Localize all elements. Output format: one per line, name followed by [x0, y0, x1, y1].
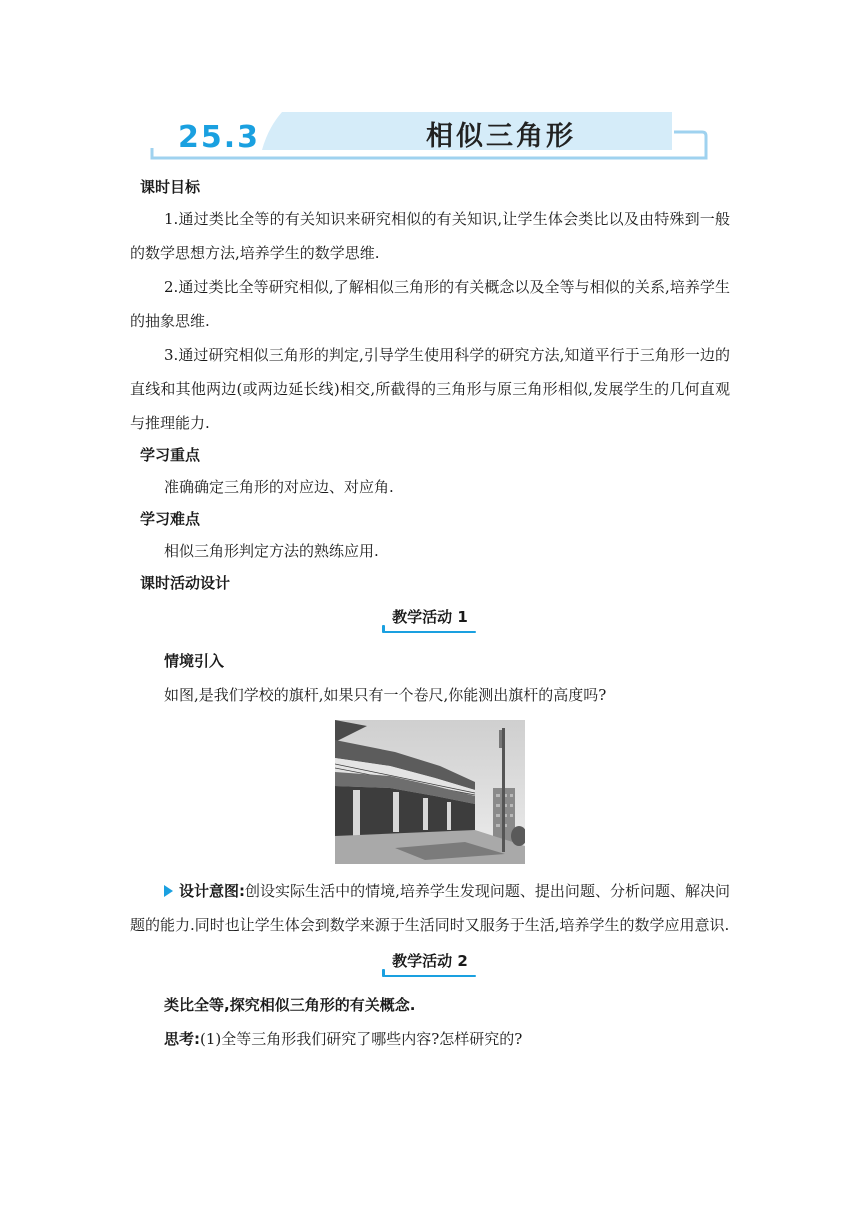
page-content: [130, 172, 730, 1056]
activity-2-title: [130, 948, 730, 982]
intent-text: 创设实际生活中的情境,培养学生发现问题、提出问题、分析问题、解决问题的能力.同时也让学生体会到数学来源于生活同时又服务于生活,培养学生的数学应用意识.: [130, 882, 730, 934]
section-banner: [150, 108, 710, 164]
activity-1-subheading: 情境引入: [164, 652, 225, 670]
think-label: 思考:: [164, 1030, 200, 1048]
think-text: (1)全等三角形我们研究了哪些内容?怎样研究的?: [200, 1030, 523, 1048]
objective-item-1: 1.通过类比全等的有关知识来研究相似的有关知识,让学生体会类比以及由特殊到一般的数学思想方法,培养学生的数学思维.: [130, 210, 730, 262]
section-number: 25.3: [178, 120, 261, 155]
activity-1-question: 如图,是我们学校的旗杆,如果只有一个卷尺,你能测出旗杆的高度吗?: [164, 686, 607, 704]
difficulties-text: 相似三角形判定方法的熟练应用.: [164, 542, 379, 560]
activity-2-think: [130, 1022, 730, 1056]
difficulties-heading: 学习难点: [140, 510, 201, 528]
objectives-heading: 课时目标: [140, 178, 201, 196]
objective-item-2: 2.通过类比全等研究相似,了解相似三角形的有关概念以及全等与相似的关系,培养学生的抽象思维.: [130, 278, 730, 330]
objective-item-3: 3.通过研究相似三角形的判定,引导学生使用科学的研究方法,知道平行于三角形一边的直线和其他两边(或两边延长线)相交,所截得的三角形与原三角形相似,发展学生的几何直观与推理能力.: [130, 346, 730, 432]
play-arrow-icon: [164, 885, 173, 897]
intent-label: 设计意图:: [179, 882, 246, 900]
key-points-text: 准确确定三角形的对应边、对应角.: [164, 478, 394, 496]
activity-2-subheading: 类比全等,探究相似三角形的有关概念.: [164, 996, 416, 1014]
design-heading: 课时活动设计: [140, 574, 231, 592]
activity-2-label: 教学活动 2: [392, 952, 468, 970]
section-title: 相似三角形: [426, 121, 576, 152]
activity-1-label: 教学活动 1: [392, 608, 468, 626]
activity-1-intent: [130, 874, 730, 942]
key-points-heading: 学习重点: [140, 446, 201, 464]
flagpole-photo: [335, 720, 525, 864]
activity-1-title: [130, 604, 730, 638]
